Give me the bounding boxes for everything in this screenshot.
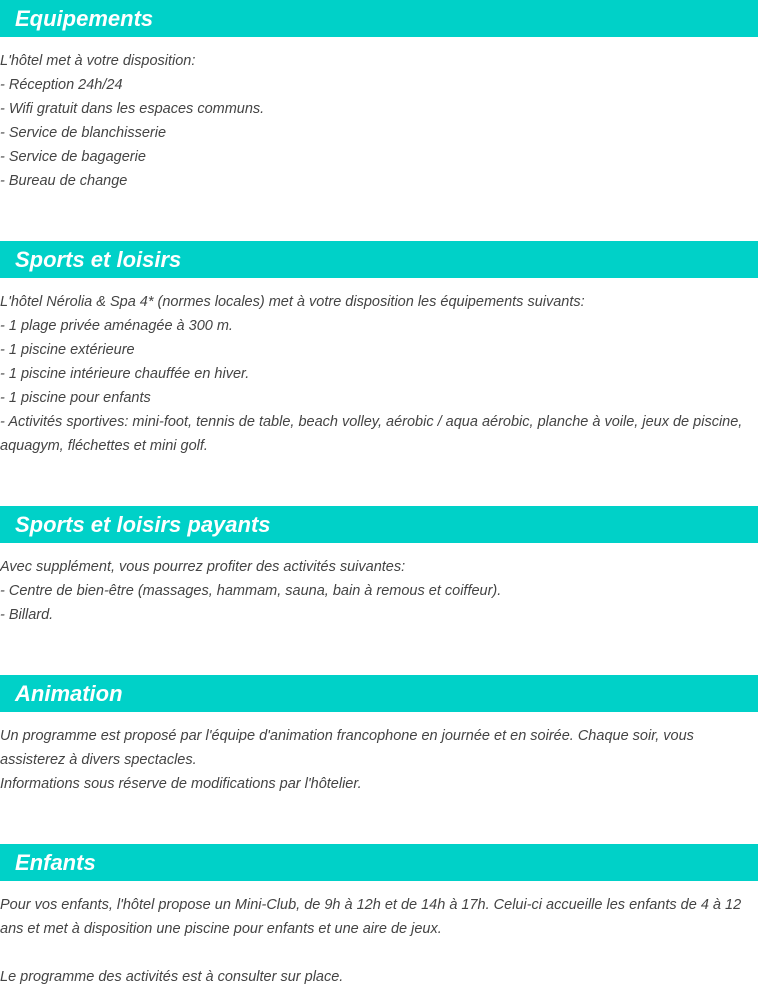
- list-item: - 1 piscine extérieure: [0, 342, 135, 358]
- list-item: - Service de bagagerie: [0, 149, 146, 165]
- section-header: [0, 241, 758, 278]
- section-title: Sports et loisirs: [15, 247, 182, 272]
- list-item: - Centre de bien-être (massages, hammam, sauna, bain à remous et coiffeur).: [0, 583, 502, 599]
- section-title: Enfants: [15, 850, 96, 875]
- text-line: Un programme est proposé par l'équipe d'animation francophone en journée et en soirée. Chaque soir, vous assisterez à divers spectacles.: [0, 728, 694, 768]
- section-animation: [0, 675, 758, 796]
- section-body: [0, 278, 750, 458]
- list-item: - Service de blanchisserie: [0, 125, 167, 141]
- section-body: [0, 881, 750, 989]
- list-item: - Billard.: [0, 607, 54, 623]
- list-item: - Bureau de change: [0, 173, 128, 189]
- section-enfants: [0, 844, 758, 989]
- blank-line: [0, 941, 750, 965]
- section-body: [0, 37, 750, 193]
- section-title: Sports et loisirs payants: [15, 512, 271, 537]
- section-header: [0, 844, 758, 881]
- list-item: - 1 piscine pour enfants: [0, 390, 151, 406]
- list-item: - 1 piscine intérieure chauffée en hiver.: [0, 366, 250, 382]
- section-sports-et-loisirs: [0, 241, 758, 458]
- text-line: Informations sous réserve de modifications par l'hôtelier.: [0, 776, 362, 792]
- section-header: [0, 0, 758, 37]
- section-body: [0, 543, 750, 627]
- list-item: - Réception 24h/24: [0, 77, 123, 93]
- text-line: L'hôtel met à votre disposition:: [0, 53, 196, 69]
- list-item: - Wifi gratuit dans les espaces communs.: [0, 101, 265, 117]
- list-item: - Activités sportives: mini-foot, tennis de table, beach volley, aérobic / aqua aérobic, planche à voile, jeux de piscine, aquagym, fléchettes et mini golf.: [0, 414, 743, 454]
- section-body: [0, 712, 750, 796]
- text-line: L'hôtel Nérolia & Spa 4* (normes locales) met à votre disposition les équipements suivants:: [0, 294, 585, 310]
- section-equipements: [0, 0, 758, 193]
- section-title: Animation: [15, 681, 123, 706]
- text-line: Le programme des activités est à consulter sur place.: [0, 969, 344, 985]
- section-header: [0, 506, 758, 543]
- section-sports-et-loisirs-payants: [0, 506, 758, 627]
- text-line: Avec supplément, vous pourrez profiter des activités suivantes:: [0, 559, 406, 575]
- section-header: [0, 675, 758, 712]
- text-line: Pour vos enfants, l'hôtel propose un Mini-Club, de 9h à 12h et de 14h à 17h. Celui-ci accueille les enfants de 4 à 12 ans et met à disposition une piscine pour enfants et une aire de jeux.: [0, 897, 742, 937]
- section-title: Equipements: [15, 6, 154, 31]
- list-item: - 1 plage privée aménagée à 300 m.: [0, 318, 233, 334]
